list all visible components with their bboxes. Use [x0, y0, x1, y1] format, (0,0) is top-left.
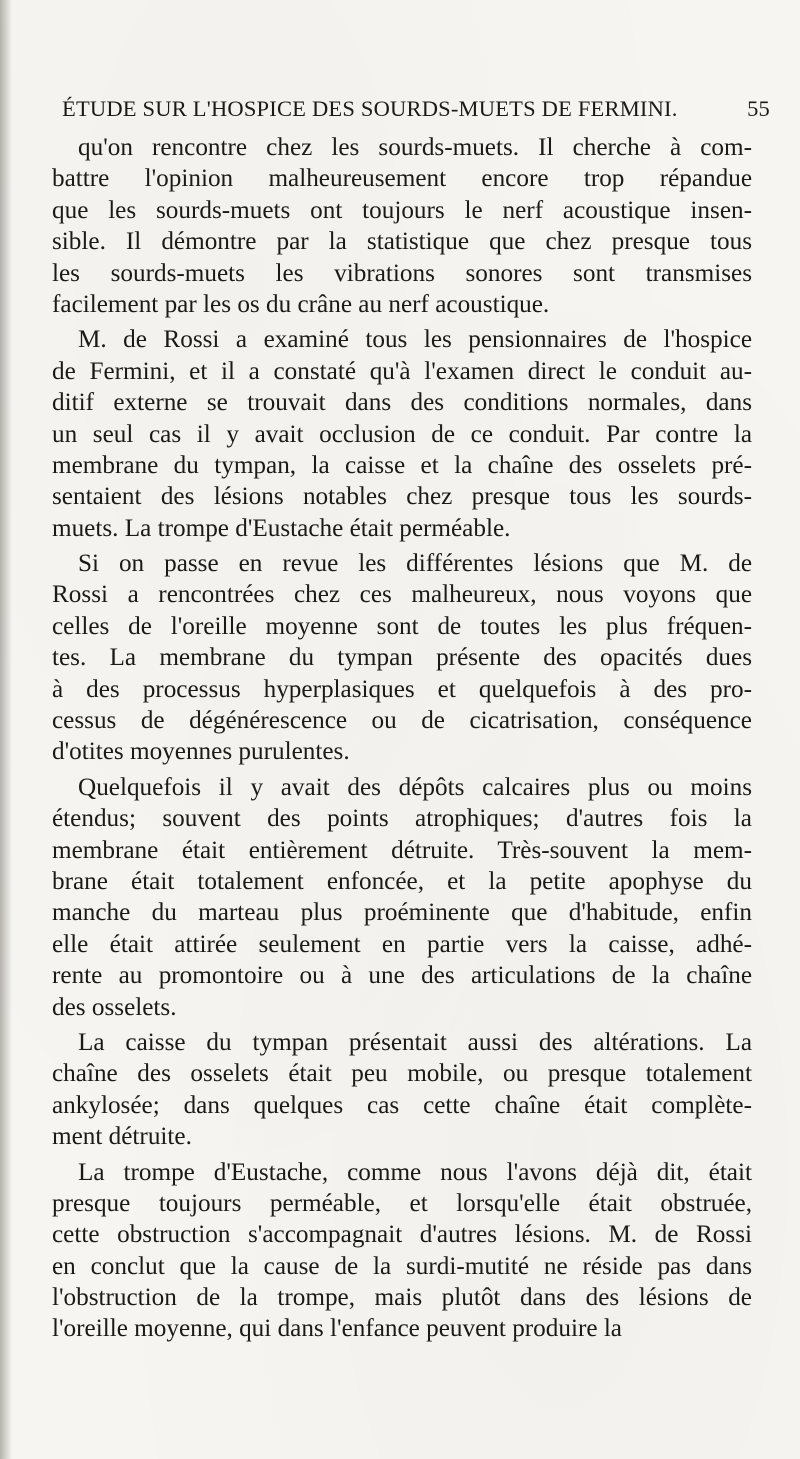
- paragraph: [52, 1157, 752, 1345]
- text-line: membrane était entièrement détruite. Très-souvent la mem-: [52, 836, 752, 864]
- page-number: 55: [747, 96, 770, 121]
- text-line: l'obstruction de la trompe, mais plutôt dans des lésions de: [52, 1284, 752, 1312]
- text-line: l'oreille moyenne, qui dans l'enfance peuvent produire la: [52, 1315, 622, 1343]
- text-line: rente au promontoire ou à une des articulations de la chaîne: [52, 962, 752, 990]
- text-line: sible. Il démontre par la statistique que chez presque tous: [52, 228, 752, 256]
- text-line: La trompe d'Eustache, comme nous l'avons déjà dit, était: [78, 1158, 752, 1186]
- text-line: muets. La trompe d'Eustache était perméable.: [52, 514, 511, 542]
- page-binding-shadow: [0, 0, 12, 1459]
- text-line: chaîne des osselets était peu mobile, ou presque totalement: [52, 1060, 752, 1088]
- text-line: que les sourds-muets ont toujours le nerf acoustique insen-: [52, 196, 752, 224]
- text-line: les sourds-muets les vibrations sonores sont transmises: [52, 259, 752, 287]
- text-line: à des processus hyperplasiques et quelquefois à des pro-: [52, 675, 752, 703]
- paragraph: [52, 324, 752, 544]
- text-line: en conclut que la cause de la surdi-mutité ne réside pas dans: [52, 1252, 752, 1280]
- text-line: celles de l'oreille moyenne sont de toutes les plus fréquen-: [52, 612, 752, 640]
- text-line: ditif externe se trouvait dans des conditions normales, dans: [52, 389, 752, 417]
- text-line: elle était attirée seulement en partie vers la caisse, adhé-: [52, 930, 752, 958]
- text-line: cette obstruction s'accompagnait d'autres lésions. M. de Rossi: [52, 1221, 752, 1249]
- text-line: M. de Rossi a examiné tous les pensionnaires de l'hospice: [78, 326, 752, 354]
- text-line: d'otites moyennes purulentes.: [52, 738, 350, 766]
- text-line: Rossi a rencontrées chez ces malheureux, nous voyons que: [52, 581, 752, 609]
- text-line: manche du marteau plus proéminente que d'habitude, enfin: [52, 899, 752, 927]
- text-line: facilement par les os du crâne au nerf acoustique.: [52, 290, 550, 318]
- text-line: La caisse du tympan présentait aussi des altérations. La: [78, 1028, 752, 1056]
- running-title: ÉTUDE SUR L'HOSPICE DES SOURDS-MUETS DE FERMINI.: [62, 96, 678, 121]
- text-line: un seul cas il y avait occlusion de ce conduit. Par contre la: [52, 420, 752, 448]
- paragraph: [52, 1027, 752, 1153]
- text-line: Si on passe en revue les différentes lésions que M. de: [78, 550, 752, 578]
- text-line: battre l'opinion malheureusement encore trop répandue: [52, 165, 752, 193]
- text-line: brane était totalement enfoncée, et la petite apophyse du: [52, 867, 752, 895]
- body-text: [52, 132, 752, 1345]
- text-line: tes. La membrane du tympan présente des opacités dues: [52, 644, 752, 672]
- text-line: ankylosée; dans quelques cas cette chaîne était complète-: [52, 1091, 752, 1119]
- text-line: de Fermini, et il a constaté qu'à l'examen direct le conduit au-: [52, 357, 752, 385]
- text-line: étendus; souvent des points atrophiques; d'autres fois la: [52, 805, 752, 833]
- running-head: [62, 96, 770, 130]
- paragraph: [52, 132, 752, 320]
- paragraph: [52, 772, 752, 1023]
- text-line: qu'on rencontre chez les sourds-muets. Il cherche à com-: [78, 134, 752, 161]
- text-line: membrane du tympan, la caisse et la chaîne des osselets pré-: [52, 451, 752, 479]
- text-line: Quelquefois il y avait des dépôts calcaires plus ou moins: [78, 773, 752, 801]
- text-line: sentaient des lésions notables chez presque tous les sourds-: [52, 483, 752, 511]
- text-line: presque toujours perméable, et lorsqu'elle était obstruée,: [52, 1189, 752, 1217]
- text-line: des osselets.: [52, 993, 177, 1021]
- text-line: ment détruite.: [52, 1123, 192, 1151]
- text-line: cessus de dégénérescence ou de cicatrisation, conséquence: [52, 707, 752, 735]
- paragraph: [52, 548, 752, 768]
